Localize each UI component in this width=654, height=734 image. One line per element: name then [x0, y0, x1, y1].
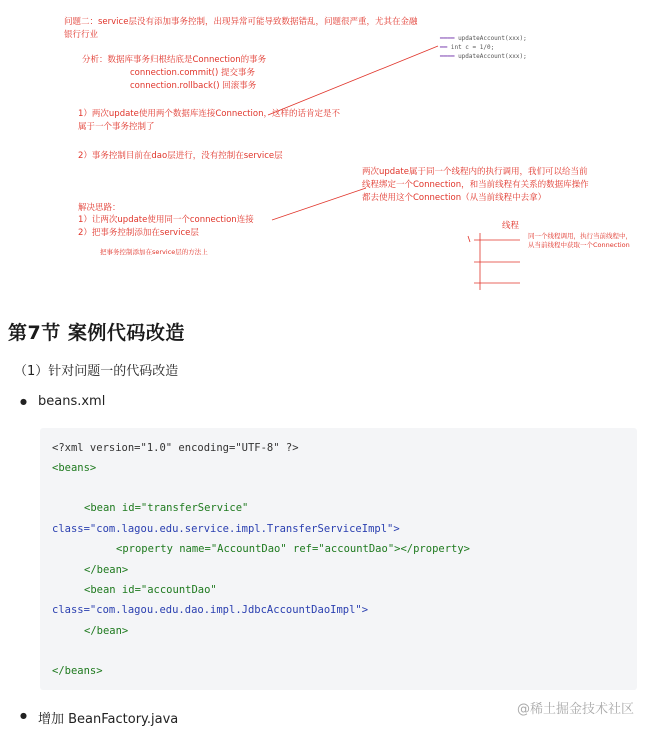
- sketch-diagram: [0, 0, 654, 300]
- code-line-xml-decl: <?xml version="1.0" encoding="UTF-8" ?>: [52, 442, 299, 454]
- sketch-analysis-rollback: connection.rollback() 回滚事务: [130, 81, 257, 91]
- sketch-mini-code: ━━━━ updateAccount(xxx); ━━ int c = 1/0; ━━━━ updateAccount(xxx);: [440, 35, 527, 60]
- sketch-analysis-commit: connection.commit() 提交事务: [130, 68, 255, 78]
- code-line-bean1-open: <bean id="transferService": [84, 502, 249, 514]
- bullet-bean-factory-label: 增加 BeanFactory.java: [38, 712, 179, 727]
- sketch-point-two: 2）事务控制目前在dao层进行，没有控制在service层: [78, 151, 283, 161]
- mini-code-line-3: updateAccount(xxx);: [458, 53, 527, 60]
- sketch-solution-one: 1）让两次update使用同一个connection连接: [78, 215, 254, 225]
- bullet-bean-factory: [22, 708, 178, 727]
- section-heading: 第7节 案例代码改造: [8, 322, 185, 344]
- sketch-thread-note: 两次update属于同一个线程内的执行调用，我们可以给当前线程绑定一个Connection，和当前线程有关系的数据库操作都去使用这个Connection（从当前线程中去拿）: [362, 167, 589, 203]
- code-line-bean1-class: class="com.lagou.edu.service.impl.TransferServiceImpl">: [52, 523, 400, 535]
- code-line-property: <property name="AccountDao" ref="accountDao"></property>: [116, 543, 471, 555]
- mini-code-line-2: int c = 1/0;: [450, 44, 495, 51]
- sketch-solution-note: 把事务控制添加在service层的方法上: [100, 248, 208, 256]
- sketch-thread-small-note: 同一个线程调用，执行当前线程中，从当前线程中获取一个Connection: [528, 232, 632, 249]
- code-line-bean2-class: class="com.lagou.edu.dao.impl.JdbcAccountDaoImpl">: [52, 604, 369, 616]
- subsection-heading: （1）针对问题一的代码改造: [14, 364, 179, 379]
- bullet-beans-xml: [22, 394, 105, 409]
- code-line-beans-open: <beans>: [52, 462, 97, 474]
- sketch-problem-two: 问题二：service层没有添加事务控制，出现异常可能导致数据错乱，问题很严重，尤其在金融银行行业: [64, 17, 418, 40]
- code-line-bean2-open: <bean id="accountDao": [84, 584, 217, 596]
- code-line-bean2-close: </bean>: [84, 625, 129, 637]
- sketch-solution-title: 解决思路：: [78, 203, 121, 213]
- code-block: [40, 428, 637, 690]
- sketch-solution-two: 2）把事务控制添加在service层: [78, 228, 199, 238]
- code-line-bean1-close: </bean>: [84, 564, 129, 576]
- watermark: @稀土掘金技术社区: [516, 702, 634, 717]
- sketch-point-one: 1）两次update使用两个数据库连接Connection，这样的话肯定是不属于一个事务控制了: [78, 109, 340, 132]
- sketch-analysis-title: 分析：数据库事务归根结底是Connection的事务: [82, 55, 267, 65]
- bullet-beans-xml-label: beans.xml: [38, 394, 106, 409]
- sketch-thread-label: 线程: [502, 221, 520, 231]
- mini-code-line-1: updateAccount(xxx);: [458, 35, 527, 42]
- code-line-beans-close: </beans>: [52, 665, 103, 677]
